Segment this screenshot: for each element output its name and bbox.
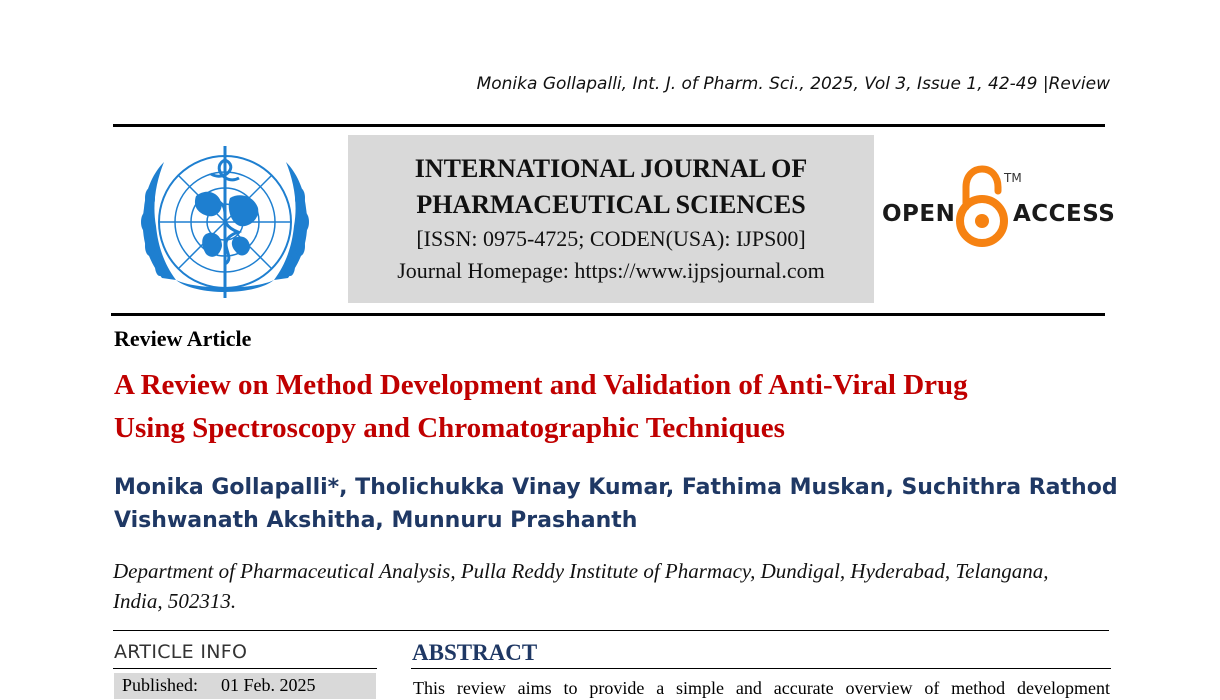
header-rule-bottom [111, 313, 1105, 316]
journal-masthead-box [348, 135, 874, 303]
open-access-access-word: ACCESS [1013, 201, 1116, 227]
section-divider [113, 630, 1109, 631]
open-access-lock-icon [954, 165, 1010, 251]
published-date-row [114, 673, 376, 699]
author-affiliation [113, 556, 1113, 616]
header-rule-top [113, 124, 1105, 127]
article-title [114, 364, 1104, 450]
abstract-heading: ABSTRACT [412, 640, 538, 665]
affiliation-line2: India, 502313. [113, 589, 237, 613]
open-access-trademark: TM [1004, 171, 1022, 185]
published-date: 01 Feb. 2025 [221, 675, 316, 695]
author-list-line1: Monika Gollapalli*, Tholichukka Vinay Kumar, Fathima Muskan, Suchithra Rathod [114, 475, 1118, 500]
author-list [114, 471, 1124, 537]
author-list-line2: Vishwanath Akshitha, Munnuru Prashanth [114, 508, 638, 533]
affiliation-line1: Department of Pharmaceutical Analysis, Pulla Reddy Institute of Pharmacy, Dundigal, Hyderabad, Telangana, [113, 559, 1049, 583]
open-access-logo [880, 165, 1116, 255]
published-label: Published: [122, 675, 199, 695]
journal-issn: [ISSN: 0975-4725; CODEN(USA): IJPS00] [416, 226, 806, 251]
running-header-citation: Monika Gollapalli, Int. J. of Pharm. Sci., 2025, Vol 3, Issue 1, 42-49 |Review [476, 74, 1110, 94]
journal-name-line1: INTERNATIONAL JOURNAL OF [414, 154, 808, 183]
journal-homepage: Journal Homepage: https://www.ijpsjournal.com [397, 258, 825, 283]
open-access-open-word: OPEN [882, 201, 956, 227]
article-title-line1: A Review on Method Development and Validation of Anti-Viral Drug [114, 369, 968, 401]
article-info-heading: ARTICLE INFO [114, 641, 248, 663]
journal-logo-emblem [126, 138, 324, 306]
journal-name-line2: PHARMACEUTICAL SCIENCES [416, 190, 806, 219]
article-info-rule [113, 668, 377, 669]
abstract-text: This review aims to provide a simple and accurate overview of method development [413, 678, 1110, 698]
article-type-label: Review Article [114, 326, 252, 351]
article-title-line2: Using Spectroscopy and Chromatographic Techniques [114, 412, 785, 444]
abstract-rule [411, 668, 1111, 669]
